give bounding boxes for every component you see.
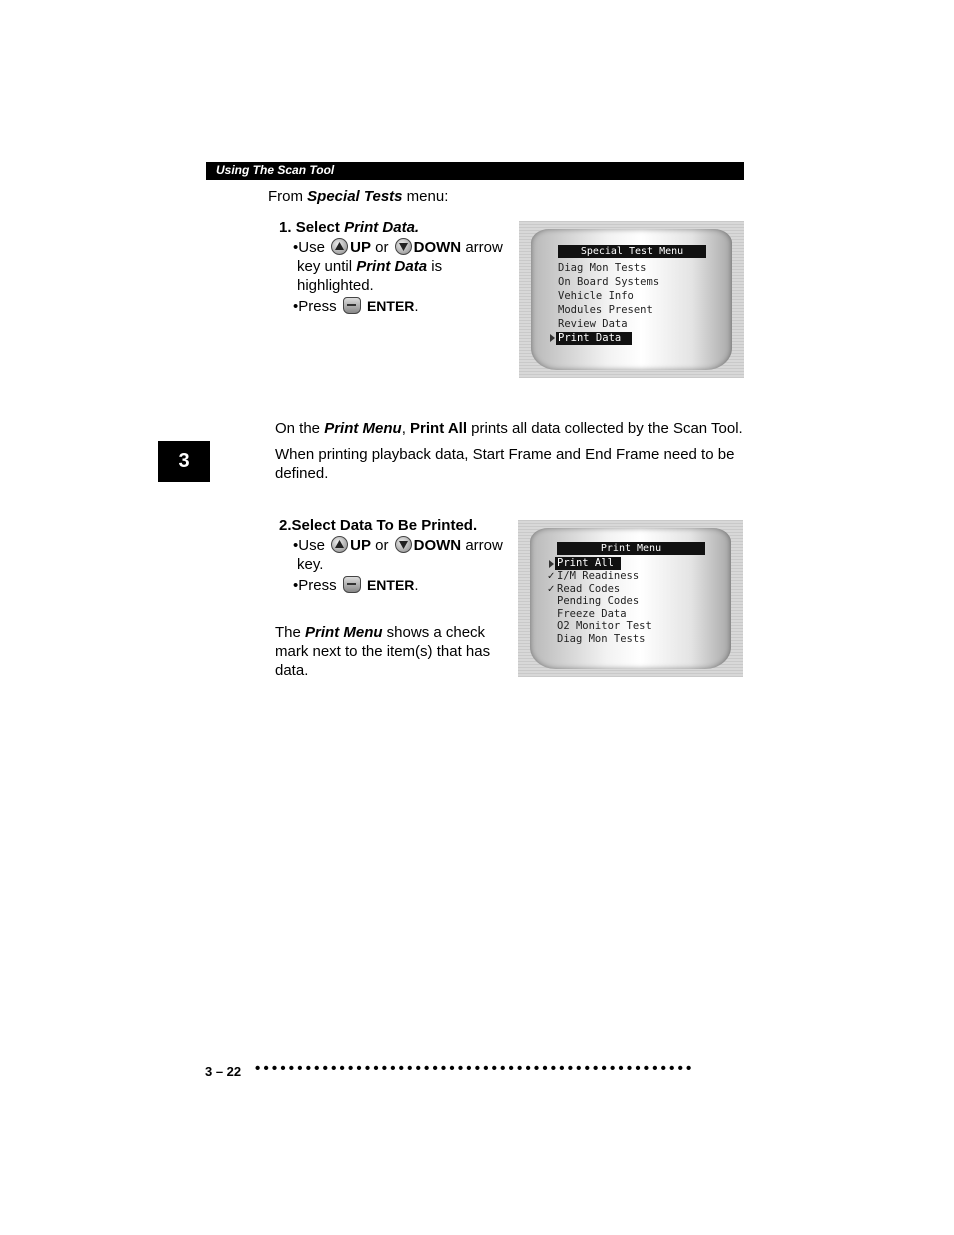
page-number: 3 – 22 (205, 1064, 242, 1079)
lcd-menu-item: On Board Systems (558, 276, 660, 288)
lcd-menu-item: Review Data (558, 318, 628, 330)
lcd-menu-item: Vehicle Info (558, 290, 634, 302)
use-label: •Use (293, 537, 325, 554)
step2-use-line (293, 536, 513, 555)
arrow-word: arrow (465, 239, 503, 256)
enter-key-label: ENTER (366, 577, 415, 593)
lcd-menu-item: Diag Mon Tests (557, 633, 646, 645)
intro-prefix: From (268, 188, 308, 205)
down-key-label: DOWN (413, 239, 462, 256)
note1-a: On the (275, 420, 325, 437)
lcd-menu-item-selected: Print All (555, 557, 621, 570)
selection-pointer-icon (550, 334, 555, 342)
step1-use-line (293, 238, 513, 257)
press-label: •Press (293, 577, 337, 594)
up-key-label: UP (350, 537, 371, 554)
print-data-item: Print Data (356, 258, 428, 275)
check-mark-icon: ✓ (547, 571, 556, 582)
up-key-label: UP (350, 239, 371, 256)
lcd-menu-item: Diag Mon Tests (558, 262, 647, 274)
print-menu-note (275, 419, 755, 438)
or-label: or (375, 537, 389, 554)
key-until-text: key until (297, 258, 353, 275)
selection-pointer-icon (549, 560, 554, 568)
step1-press-line (293, 297, 419, 316)
step1-highlighted-line (297, 276, 374, 295)
step1-title (279, 218, 419, 237)
note3-c: shows a check (382, 624, 486, 641)
check-mark-note-line1 (275, 623, 485, 642)
lcd-menu-item-selected: Print Data (556, 332, 632, 345)
scan-tool-screen-special-tests (519, 221, 744, 378)
lcd-menu-item: Modules Present (558, 304, 653, 316)
lcd-menu-item: O2 Monitor Test (557, 620, 652, 632)
intro-text (268, 187, 448, 206)
press-label: •Press (293, 298, 337, 315)
lcd-menu-title: Special Test Menu (558, 245, 706, 258)
note1-d: Print All (410, 420, 467, 437)
up-arrow-icon (331, 536, 348, 553)
footer-dot-leader: •••••••••••••••••••••••••••••••••••••••••••••••••••• (255, 1060, 695, 1077)
lcd-menu-item: Read Codes (557, 583, 621, 595)
note1-c: , (401, 420, 411, 437)
lcd-menu-item: Freeze Data (557, 608, 627, 620)
playback-note-line2: defined. (275, 465, 329, 482)
note3-a: The (275, 624, 306, 641)
down-arrow-icon (395, 238, 412, 255)
step1-key-until-line (297, 257, 442, 276)
arrow-word: arrow (465, 537, 503, 554)
step2-press-line (293, 576, 419, 595)
step1-number: 1. (279, 219, 292, 236)
lcd-menu-title: Print Menu (557, 542, 705, 555)
period: . (414, 298, 419, 315)
enter-key-icon (343, 576, 361, 593)
check-mark-icon: ✓ (547, 584, 556, 595)
step2-title: 2.Select Data To Be Printed. (279, 517, 478, 534)
step2-key-line: key. (297, 556, 324, 573)
use-label: •Use (293, 239, 325, 256)
is-word: is (431, 258, 443, 275)
check-mark-note-line2: mark next to the item(s) that has (275, 643, 491, 660)
enter-key-label: ENTER (366, 298, 415, 314)
down-key-label: DOWN (413, 537, 462, 554)
intro-suffix: menu: (402, 188, 449, 205)
section-title: Using The Scan Tool (216, 163, 335, 177)
note3-b: Print Menu (305, 624, 383, 641)
chapter-tab: 3 (158, 441, 210, 482)
period: . (414, 577, 419, 594)
lcd-menu-item: Pending Codes (557, 595, 640, 607)
section-header-bar (206, 162, 744, 180)
note1-b: Print Menu (324, 420, 402, 437)
intro-menu-name: Special Tests (307, 188, 403, 205)
highlighted-word: highlighted. (297, 277, 374, 294)
down-arrow-icon (395, 536, 412, 553)
step1-title-a: Select (295, 219, 345, 236)
step1-title-b: Print Data. (344, 219, 420, 236)
enter-key-icon (343, 297, 361, 314)
up-arrow-icon (331, 238, 348, 255)
check-mark-note-line3: data. (275, 662, 309, 679)
note1-e: prints all data collected by the Scan Tool. (467, 420, 743, 437)
playback-note-line1: When printing playback data, Start Frame and End Frame need to be (275, 446, 735, 463)
lcd-menu-item: I/M Readiness (557, 570, 640, 582)
scan-tool-screen-print-menu (518, 520, 743, 677)
or-label: or (375, 239, 389, 256)
